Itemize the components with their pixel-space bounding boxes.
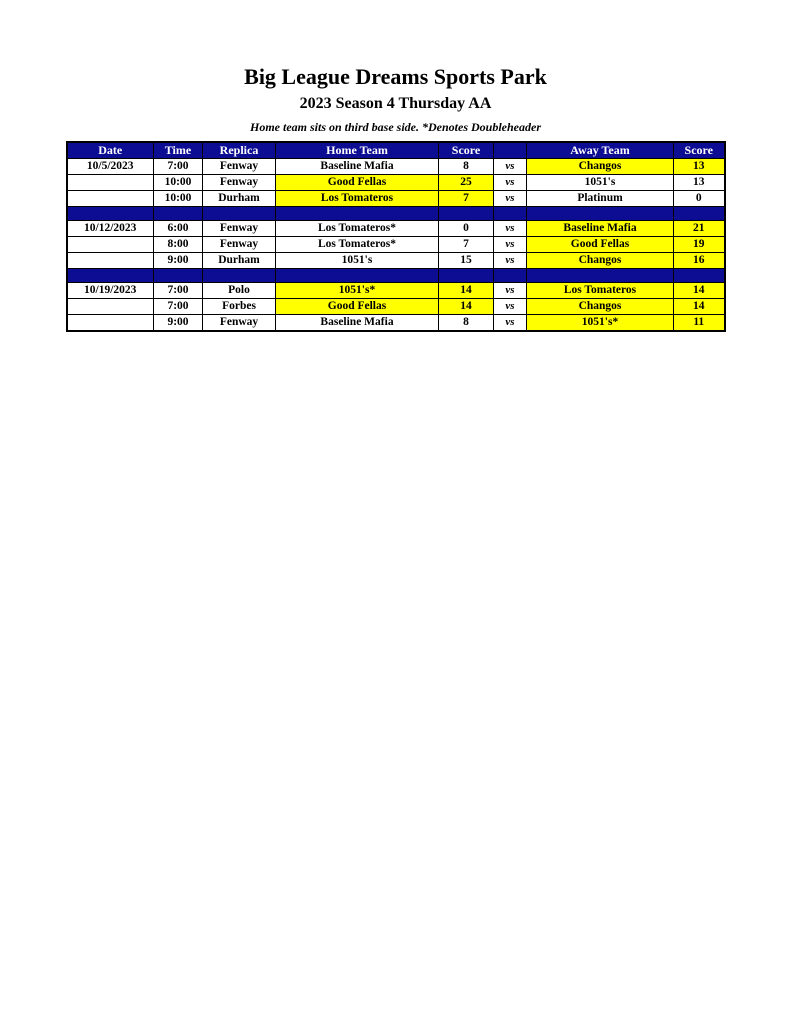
date-cell xyxy=(67,237,154,253)
date-cell: 10/19/2023 xyxy=(67,283,154,299)
away-team-cell: Changos xyxy=(527,159,674,175)
column-header: Time xyxy=(154,142,203,159)
vs-label: vs xyxy=(494,315,527,332)
home-team-cell: Baseline Mafia xyxy=(276,159,439,175)
replica-cell: Durham xyxy=(203,253,276,269)
away-score-cell: 0 xyxy=(674,191,725,207)
home-team-cell: 1051's* xyxy=(276,283,439,299)
game-row xyxy=(67,237,725,253)
time-cell: 10:00 xyxy=(154,191,203,207)
away-team-cell: Los Tomateros xyxy=(527,283,674,299)
away-team-cell: 1051's* xyxy=(527,315,674,332)
separator-cell xyxy=(439,207,494,221)
away-team-cell: Platinum xyxy=(527,191,674,207)
separator-cell xyxy=(67,269,154,283)
column-header: Score xyxy=(439,142,494,159)
separator-cell xyxy=(276,207,439,221)
column-header: Replica xyxy=(203,142,276,159)
replica-cell: Fenway xyxy=(203,221,276,237)
date-cell xyxy=(67,299,154,315)
away-team-cell: Changos xyxy=(527,299,674,315)
separator-cell xyxy=(494,269,527,283)
page-title: Big League Dreams Sports Park xyxy=(244,64,547,89)
game-row xyxy=(67,191,725,207)
away-score-cell: 13 xyxy=(674,175,725,191)
game-row xyxy=(67,283,725,299)
page-subtitle: 2023 Season 4 Thursday AA xyxy=(299,95,492,112)
time-cell: 10:00 xyxy=(154,175,203,191)
away-team-cell: 1051's xyxy=(527,175,674,191)
page-note: Home team sits on third base side. *Denotes Doubleheader xyxy=(250,120,541,134)
schedule-table xyxy=(66,141,726,332)
replica-cell: Durham xyxy=(203,191,276,207)
date-cell: 10/5/2023 xyxy=(67,159,154,175)
separator-cell xyxy=(439,269,494,283)
date-cell xyxy=(67,315,154,332)
separator-cell xyxy=(527,269,674,283)
home-score-cell: 25 xyxy=(439,175,494,191)
time-cell: 6:00 xyxy=(154,221,203,237)
column-header: Home Team xyxy=(276,142,439,159)
separator-cell xyxy=(67,207,154,221)
vs-label: vs xyxy=(494,237,527,253)
replica-cell: Fenway xyxy=(203,237,276,253)
away-team-cell: Good Fellas xyxy=(527,237,674,253)
vs-label: vs xyxy=(494,283,527,299)
time-cell: 7:00 xyxy=(154,299,203,315)
time-cell: 7:00 xyxy=(154,283,203,299)
home-score-cell: 14 xyxy=(439,299,494,315)
game-row xyxy=(67,159,725,175)
home-team-cell: Baseline Mafia xyxy=(276,315,439,332)
date-cell xyxy=(67,175,154,191)
date-cell xyxy=(67,191,154,207)
away-team-cell: Baseline Mafia xyxy=(527,221,674,237)
separator-row xyxy=(67,207,725,221)
time-cell: 8:00 xyxy=(154,237,203,253)
replica-cell: Fenway xyxy=(203,159,276,175)
away-score-cell: 11 xyxy=(674,315,725,332)
home-score-cell: 7 xyxy=(439,191,494,207)
home-score-cell: 8 xyxy=(439,315,494,332)
home-score-cell: 14 xyxy=(439,283,494,299)
vs-label: vs xyxy=(494,253,527,269)
page-header xyxy=(0,0,791,134)
separator-cell xyxy=(494,207,527,221)
time-cell: 7:00 xyxy=(154,159,203,175)
separator-cell xyxy=(276,269,439,283)
game-row xyxy=(67,221,725,237)
game-row xyxy=(67,299,725,315)
away-score-cell: 21 xyxy=(674,221,725,237)
table-header-row xyxy=(67,142,725,159)
vs-label: vs xyxy=(494,299,527,315)
time-cell: 9:00 xyxy=(154,315,203,332)
home-score-cell: 15 xyxy=(439,253,494,269)
home-team-cell: Los Tomateros xyxy=(276,191,439,207)
away-team-cell: Changos xyxy=(527,253,674,269)
separator-cell xyxy=(674,269,725,283)
replica-cell: Fenway xyxy=(203,175,276,191)
separator-cell xyxy=(203,269,276,283)
vs-label: vs xyxy=(494,159,527,175)
column-header: Score xyxy=(674,142,725,159)
separator-cell xyxy=(674,207,725,221)
away-score-cell: 13 xyxy=(674,159,725,175)
replica-cell: Forbes xyxy=(203,299,276,315)
vs-label: vs xyxy=(494,221,527,237)
replica-cell: Fenway xyxy=(203,315,276,332)
game-row xyxy=(67,315,725,332)
column-header xyxy=(494,142,527,159)
separator-cell xyxy=(203,207,276,221)
column-header: Date xyxy=(67,142,154,159)
game-row xyxy=(67,253,725,269)
time-cell: 9:00 xyxy=(154,253,203,269)
away-score-cell: 14 xyxy=(674,299,725,315)
game-row xyxy=(67,175,725,191)
separator-cell xyxy=(154,207,203,221)
away-score-cell: 14 xyxy=(674,283,725,299)
home-score-cell: 0 xyxy=(439,221,494,237)
column-header: Away Team xyxy=(527,142,674,159)
separator-cell xyxy=(527,207,674,221)
away-score-cell: 19 xyxy=(674,237,725,253)
separator-row xyxy=(67,269,725,283)
home-team-cell: Los Tomateros* xyxy=(276,237,439,253)
date-cell: 10/12/2023 xyxy=(67,221,154,237)
vs-label: vs xyxy=(494,175,527,191)
home-team-cell: Good Fellas xyxy=(276,299,439,315)
home-score-cell: 7 xyxy=(439,237,494,253)
vs-label: vs xyxy=(494,191,527,207)
home-team-cell: 1051's xyxy=(276,253,439,269)
replica-cell: Polo xyxy=(203,283,276,299)
away-score-cell: 16 xyxy=(674,253,725,269)
home-score-cell: 8 xyxy=(439,159,494,175)
date-cell xyxy=(67,253,154,269)
home-team-cell: Los Tomateros* xyxy=(276,221,439,237)
home-team-cell: Good Fellas xyxy=(276,175,439,191)
separator-cell xyxy=(154,269,203,283)
